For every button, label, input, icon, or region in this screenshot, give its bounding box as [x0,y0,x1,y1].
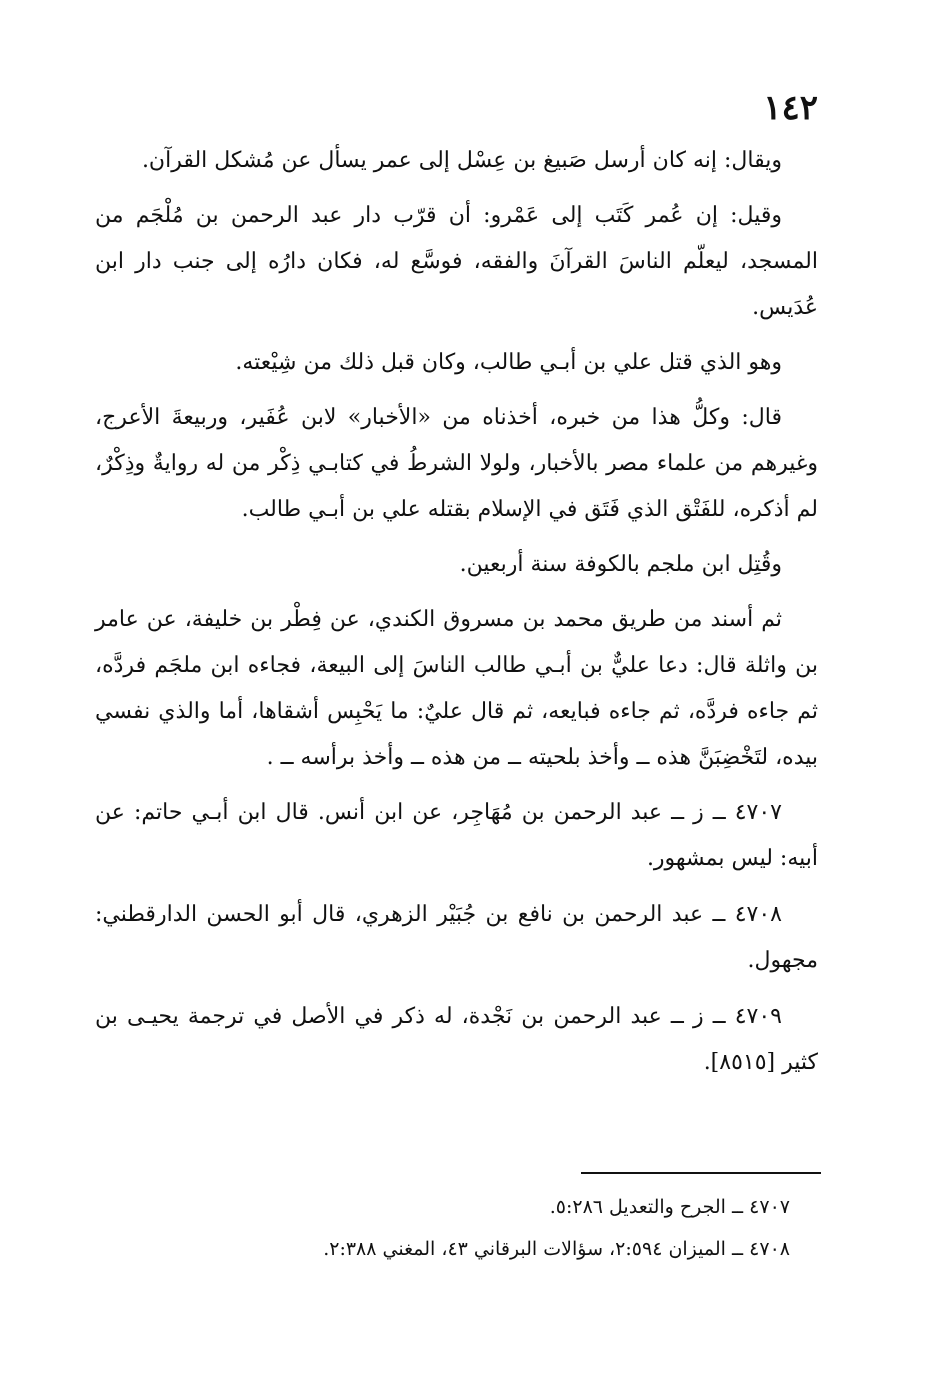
paragraph: قال: وكلُّ هذا من خبره، أخذناه من «الأخبار» لابن عُفَير، وربيعةَ الأعرج، وغيرهم من علماء مصر بالأخبار، ولولا الشرطُ في كتابـي ذِكْر من له روايةٌ وذِكْرٌ، لم أذكره، للفَتْق الذي فَتَق في الإسلام بقتله علي بن أبـي طالب. [95,405,818,522]
entry-4709: ٤٧٠٩ ــ ز ــ عبد الرحمن بن نَجْدة، له ذكر في الأصل في ترجمة يحيـى بن كثير [٨٥١٥]. [95,1004,818,1075]
page-number: ١٤٢ [763,88,818,128]
paragraph: وهو الذي قتل علي بن أبـي طالب، وكان قبل ذلك من شِيْعته. [235,350,782,375]
paragraph: ثم أسند من طريق محمد بن مسروق الكندي، عن فِطْر بن خليفة، عن عامر بن واثلة قال: دعا عليٌّ بن أبـي طالب الناسَ إلى البيعة، فجاءه ابن ملجَم فردَّه، ثم جاءه فردَّه، ثم جاءه فبايعه، ثم قال عليٌ: ما يَحْبِس أشقاها، أما والذي نفسي بيده، لتَخْضِبَنَّ هذه ــ وأخذ بلحيته ــ من هذه ــ وأخذ برأسه ــ . [95,607,818,770]
footnote-4707: ٤٧٠٧ ــ الجرح والتعديل ٥:٢٨٦. [549,1196,790,1218]
footnote-divider [581,1172,821,1174]
paragraph: ويقال: إنه كان أرسل صَبيغ بن عِسْل إلى عمر يسأل عن مُشكل القرآن. [141,148,782,173]
entry-4707: ٤٧٠٧ ــ ز ــ عبد الرحمن بن مُهَاجِر، عن ابن أنس. قال ابن أبـي حاتم: عن أبيه: ليس بمشهور. [95,800,818,871]
entry-4708: ٤٧٠٨ ــ عبد الرحمن بن نافع بن جُبَيْر الزهري، قال أبو الحسن الدارقطني: مجهول. [95,902,818,973]
paragraph: وقيل: إن عُمر كَتَب إلى عَمْرو: أن قرّب دار عبد الرحمن بن مُلْجَم من المسجد، ليعلّم الناسَ القرآنَ والفقه، فوسَّع له، فكان دارُه إلى جنب دار ابن عُدَيس. [95,203,818,320]
paragraph: وقُتِل ابن ملجم بالكوفة سنة أربعين. [459,552,782,577]
footnote-4708: ٤٧٠٨ ــ الميزان ٢:٥٩٤، سؤالات البرقاني ٤٣، المغني ٢:٣٨٨. [323,1238,790,1260]
main-text [95,138,818,1086]
footnotes [95,1186,818,1270]
